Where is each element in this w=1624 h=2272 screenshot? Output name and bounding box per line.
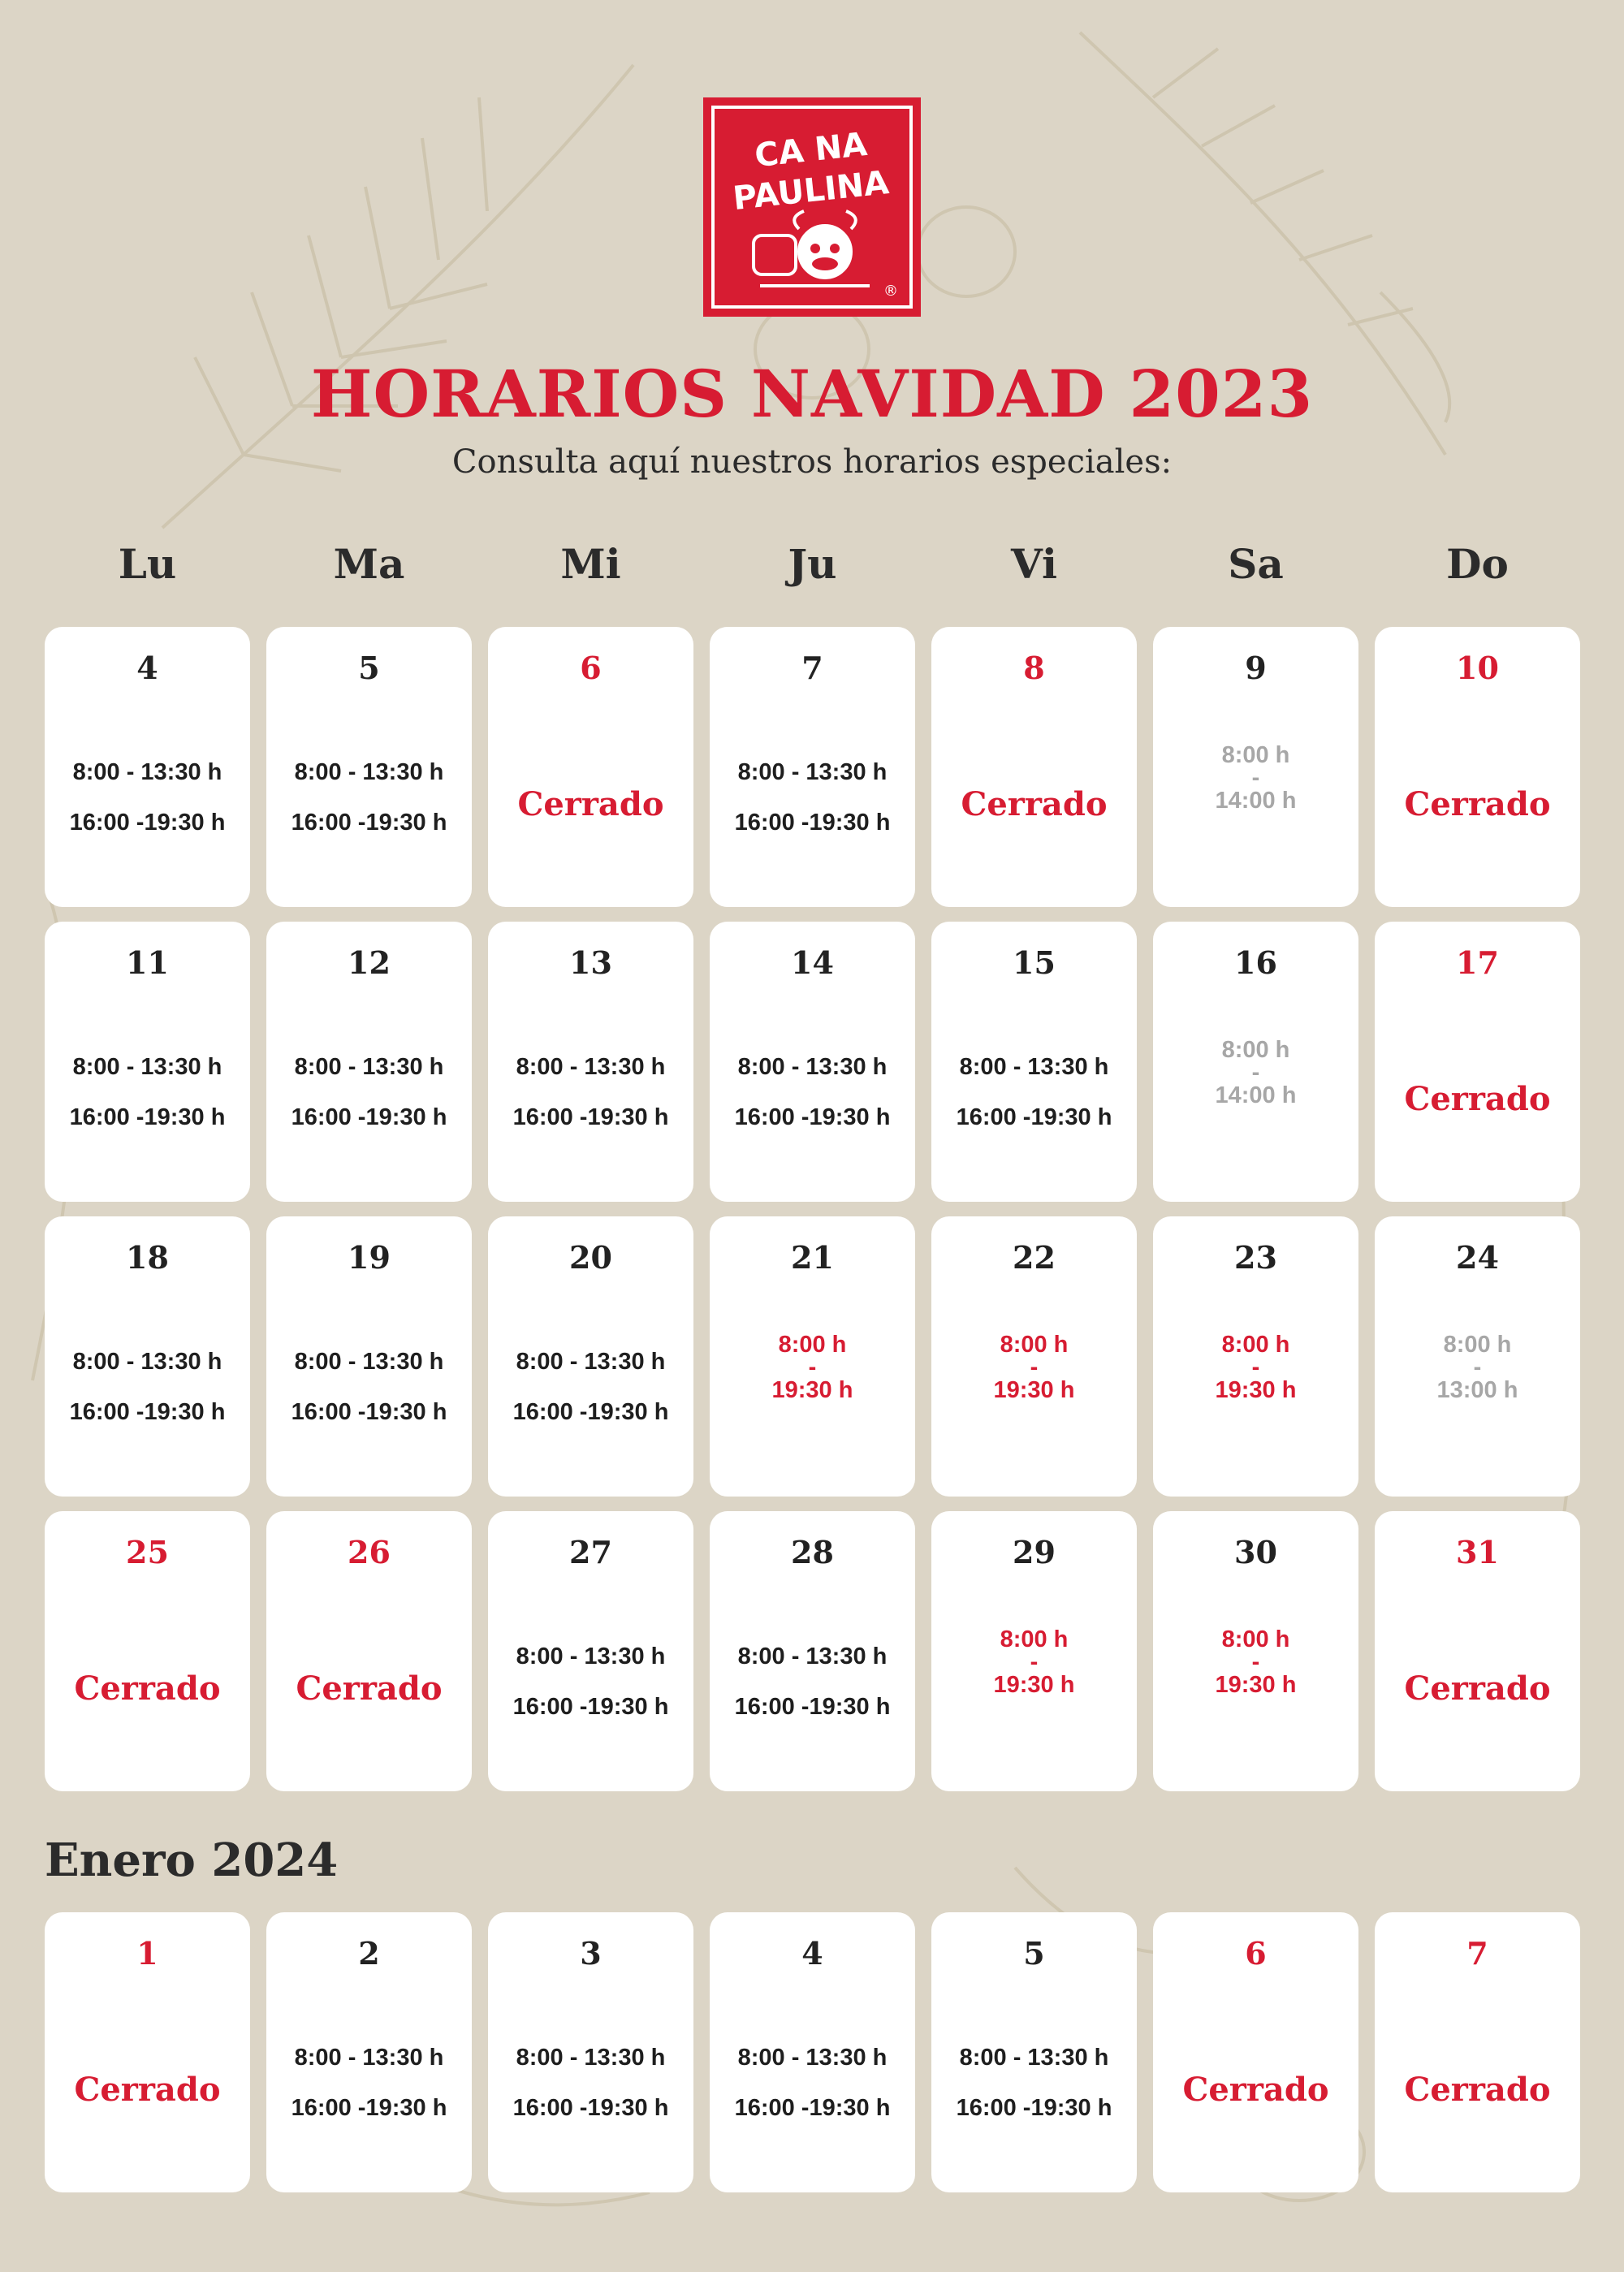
afternoon-hours: 16:00 -19:30 h [512,2095,669,2121]
opening-hours [45,1042,250,1142]
opening-time: 8:00 h [1000,1332,1069,1358]
registered-mark: ® [883,283,898,300]
weekday-label: Sa [1228,540,1284,588]
afternoon-hours: 16:00 -19:30 h [734,1694,891,1720]
day-card [266,1912,472,2192]
morning-hours: 8:00 - 13:30 h [516,1054,666,1080]
closed-label: Cerrado [1404,1669,1551,1708]
day-card [488,922,693,1202]
opening-hours [1153,1626,1358,1698]
afternoon-hours: 16:00 -19:30 h [734,2095,891,2121]
day-number: 6 [1245,1935,1267,1972]
day-card [1153,922,1358,1202]
day-number: 2 [358,1935,380,1972]
morning-hours: 8:00 - 13:30 h [516,1349,666,1375]
day-card [488,627,693,907]
opening-hours [1153,1037,1358,1108]
closed-label: Cerrado [1404,1080,1551,1118]
closed-label: Cerrado [1404,785,1551,823]
day-card [931,922,1137,1202]
opening-time: 8:00 h [778,1332,847,1358]
opening-hours [266,1337,472,1437]
day-card [1375,1511,1580,1791]
closing-time: 14:00 h [1215,788,1297,814]
day-card [266,1511,472,1791]
afternoon-hours: 16:00 -19:30 h [956,2095,1112,2121]
opening-hours [488,1631,693,1732]
opening-hours [931,1626,1137,1698]
day-card [931,1511,1137,1791]
day-number: 14 [791,944,834,981]
afternoon-hours: 16:00 -19:30 h [512,1104,669,1130]
morning-hours: 8:00 - 13:30 h [959,2045,1109,2071]
day-card [266,627,472,907]
day-card [710,1216,915,1497]
afternoon-hours: 16:00 -19:30 h [512,1399,669,1425]
weekday-label: Vi [1011,540,1057,588]
day-number: 1 [136,1935,158,1972]
day-card [931,1912,1137,2192]
day-card [45,1216,250,1497]
day-number: 9 [1245,650,1267,686]
closing-time: 19:30 h [993,1672,1075,1698]
morning-hours: 8:00 - 13:30 h [737,1054,888,1080]
morning-hours: 8:00 - 13:30 h [294,1054,444,1080]
day-card [1153,1216,1358,1497]
hours-separator: - [1473,1354,1482,1380]
day-card [45,627,250,907]
hours-separator: - [808,1354,817,1380]
day-number: 6 [580,650,602,686]
day-card [1375,1216,1580,1497]
day-number: 5 [358,650,380,686]
day-card [931,1216,1137,1497]
day-number: 17 [1456,944,1499,981]
closing-time: 19:30 h [771,1377,853,1403]
day-number: 22 [1013,1239,1056,1276]
closing-time: 14:00 h [1215,1082,1297,1108]
day-number: 12 [348,944,391,981]
day-number: 15 [1013,944,1056,981]
day-card [488,1511,693,1791]
day-number: 28 [791,1534,834,1570]
day-number: 30 [1234,1534,1277,1570]
hours-separator: - [1251,1649,1260,1675]
day-card [1153,1912,1358,2192]
opening-time: 8:00 h [1221,742,1290,768]
day-number: 16 [1234,944,1277,981]
day-card [488,1912,693,2192]
day-number: 26 [348,1534,391,1570]
afternoon-hours: 16:00 -19:30 h [69,810,226,836]
hours-separator: - [1251,1354,1260,1380]
day-number: 7 [1466,1935,1488,1972]
hours-separator: - [1030,1354,1039,1380]
opening-hours [488,1042,693,1142]
opening-hours [1375,1332,1580,1403]
opening-hours [45,747,250,848]
day-number: 13 [569,944,612,981]
page-title: HORARIOS NAVIDAD 2023 [310,356,1314,432]
closed-label: Cerrado [74,1669,221,1708]
opening-time: 8:00 h [1221,1332,1290,1358]
morning-hours: 8:00 - 13:30 h [516,1644,666,1669]
opening-time: 8:00 h [1000,1626,1069,1652]
opening-hours [45,1337,250,1437]
weekday-label: Lu [118,540,177,588]
day-card [1375,627,1580,907]
day-card [1375,922,1580,1202]
opening-hours [1153,742,1358,814]
afternoon-hours: 16:00 -19:30 h [291,1104,447,1130]
weekday-label: Do [1446,540,1509,588]
day-number: 3 [580,1935,602,1972]
morning-hours: 8:00 - 13:30 h [737,2045,888,2071]
hours-separator: - [1251,765,1260,791]
day-number: 29 [1013,1534,1056,1570]
closed-label: Cerrado [74,2071,221,2109]
day-card [1153,627,1358,907]
opening-time: 8:00 h [1221,1626,1290,1652]
opening-hours [488,1337,693,1437]
afternoon-hours: 16:00 -19:30 h [512,1694,669,1720]
day-card [266,922,472,1202]
closing-time: 19:30 h [1215,1672,1297,1698]
closing-time: 13:00 h [1436,1377,1518,1403]
opening-time: 8:00 h [1221,1037,1290,1063]
day-number: 5 [1023,1935,1045,1972]
opening-hours [266,747,472,848]
weekday-label: Mi [560,540,621,588]
afternoon-hours: 16:00 -19:30 h [734,810,891,836]
day-number: 4 [801,1935,823,1972]
opening-hours [266,1042,472,1142]
afternoon-hours: 16:00 -19:30 h [291,2095,447,2121]
weekday-header [45,540,1579,597]
day-number: 11 [126,944,169,981]
morning-hours: 8:00 - 13:30 h [72,759,222,785]
opening-time: 8:00 h [1443,1332,1512,1358]
opening-hours [710,2032,915,2133]
opening-hours [710,747,915,848]
day-number: 7 [801,650,823,686]
weekday-label: Ma [333,540,405,588]
day-card [266,1216,472,1497]
day-card [45,922,250,1202]
morning-hours: 8:00 - 13:30 h [72,1054,222,1080]
afternoon-hours: 16:00 -19:30 h [291,810,447,836]
opening-hours [710,1332,915,1403]
day-card [710,1511,915,1791]
closed-label: Cerrado [1182,2071,1329,2109]
day-number: 19 [348,1239,391,1276]
day-number: 21 [791,1239,834,1276]
closing-time: 19:30 h [1215,1377,1297,1403]
morning-hours: 8:00 - 13:30 h [516,2045,666,2071]
day-number: 20 [569,1239,612,1276]
day-number: 10 [1456,650,1499,686]
closing-time: 19:30 h [993,1377,1075,1403]
day-card [45,1511,250,1791]
afternoon-hours: 16:00 -19:30 h [69,1104,226,1130]
day-number: 23 [1234,1239,1277,1276]
afternoon-hours: 16:00 -19:30 h [956,1104,1112,1130]
hours-separator: - [1251,1060,1260,1086]
opening-hours [931,1042,1137,1142]
day-card [710,1912,915,2192]
day-card [488,1216,693,1497]
day-number: 27 [569,1534,612,1570]
logo-text-line2: PAULINA [731,164,891,218]
morning-hours: 8:00 - 13:30 h [294,2045,444,2071]
afternoon-hours: 16:00 -19:30 h [69,1399,226,1425]
day-number: 25 [126,1534,169,1570]
day-card [45,1912,250,2192]
closed-label: Cerrado [517,785,664,823]
opening-hours [266,2032,472,2133]
day-card [1153,1511,1358,1791]
day-number: 24 [1456,1239,1499,1276]
day-number: 31 [1456,1534,1499,1570]
logo-text-line1: CA NA [753,125,870,175]
morning-hours: 8:00 - 13:30 h [959,1054,1109,1080]
day-number: 8 [1023,650,1045,686]
afternoon-hours: 16:00 -19:30 h [734,1104,891,1130]
opening-hours [931,1332,1137,1403]
ca-na-paulina-logo [703,97,921,317]
day-number: 18 [126,1239,169,1276]
day-card [931,627,1137,907]
day-card [1375,1912,1580,2192]
closed-label: Cerrado [296,1669,443,1708]
day-card [710,627,915,907]
hours-separator: - [1030,1649,1039,1675]
day-number: 4 [136,650,158,686]
morning-hours: 8:00 - 13:30 h [737,1644,888,1669]
morning-hours: 8:00 - 13:30 h [737,759,888,785]
morning-hours: 8:00 - 13:30 h [294,759,444,785]
morning-hours: 8:00 - 13:30 h [72,1349,222,1375]
opening-hours [1153,1332,1358,1403]
opening-hours [710,1631,915,1732]
weekday-label: Ju [788,540,837,588]
opening-hours [710,1042,915,1142]
january-month-label: Enero 2024 [45,1834,339,1887]
day-card [710,922,915,1202]
afternoon-hours: 16:00 -19:30 h [291,1399,447,1425]
closed-label: Cerrado [1404,2071,1551,2109]
opening-hours [931,2032,1137,2133]
closed-label: Cerrado [961,785,1108,823]
opening-hours [488,2032,693,2133]
morning-hours: 8:00 - 13:30 h [294,1349,444,1375]
page-subtitle: Consulta aquí nuestros horarios especiales: [451,443,1173,481]
